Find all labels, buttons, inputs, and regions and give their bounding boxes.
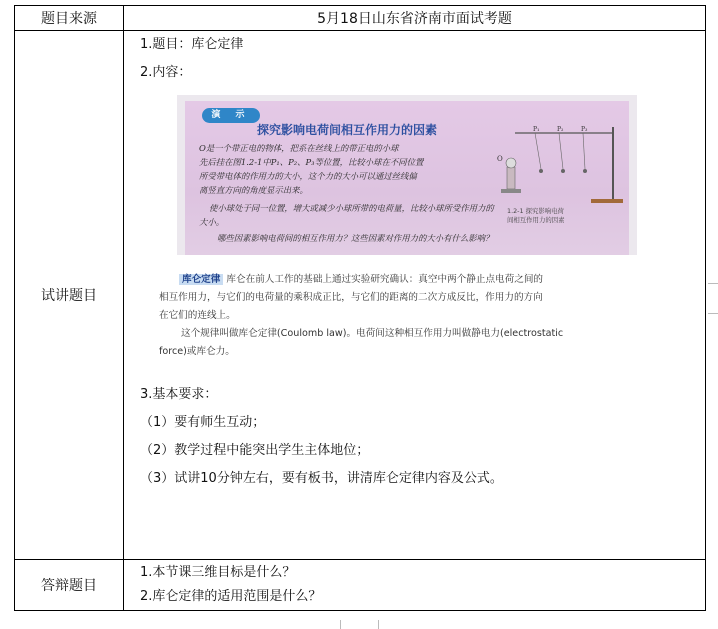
source-value: 5月18日山东省济南市面试考题: [124, 6, 706, 31]
law-line: 在它们的连线上。: [159, 310, 236, 321]
law-term: 库仑定律: [179, 274, 223, 285]
coulomb-law-text: [159, 273, 657, 377]
photo-para-line: 大小。: [199, 217, 225, 227]
requirement-item: （3）试讲10分钟左右，要有板书，讲清库仑定律内容及公式。: [140, 471, 503, 486]
photo-para-line: 先后挂在图1.2-1中P₁、P₂、P₃等位置，比较小球在不同位置: [199, 157, 424, 167]
edge-mark: [340, 620, 341, 629]
topic-row: [15, 31, 706, 560]
textbook-photo: [177, 95, 637, 255]
law-line-rest: 库仑在前人工作的基础上通过实验研究确认：真空中两个静止点电荷之间的: [223, 274, 544, 285]
figure-caption-line: 间相互作用力的因素: [507, 216, 565, 224]
figure-label-p3: P₃: [581, 126, 588, 133]
topic-title-line: 1.题目：库仑定律: [140, 37, 244, 52]
edge-mark: [708, 283, 718, 284]
experiment-figure-icon: [495, 123, 625, 205]
defense-row: [15, 560, 706, 611]
defense-content: [124, 560, 706, 611]
law-line: [159, 273, 543, 287]
defense-label: 答辩题目: [15, 560, 124, 611]
defense-question: 1.本节课三维目标是什么？: [140, 565, 296, 580]
topic-content-line: 2.内容：: [140, 65, 192, 80]
source-row: [15, 6, 706, 31]
figure-label-o: O: [497, 155, 503, 163]
exam-table: [14, 5, 706, 611]
law-line: force)或库仑力。: [159, 346, 235, 357]
figure-label-p1: P₁: [533, 126, 540, 133]
edge-mark: [708, 313, 718, 314]
figure-caption-line: 1.2-1 探究影响电荷: [507, 207, 564, 215]
photo-para-line: O是一个带正电的物体，把系在丝线上的带正电的小球: [199, 143, 399, 153]
photo-title: 探究影响电荷间相互作用力的因素: [257, 123, 438, 137]
edge-mark: [378, 620, 379, 629]
figure-label-p2: P₂: [557, 126, 564, 133]
figure-caption: [507, 207, 565, 225]
law-line: 相互作用力，与它们的电荷量的乘积成正比，与它们的距离的二次方成反比，作用力的方向: [159, 292, 543, 303]
law-line: 这个规律叫做库仑定律(Coulomb law)。电荷间这种相互作用力叫做静电力(electrostatic: [181, 328, 564, 339]
requirement-item: （1）要有师生互动；: [140, 415, 266, 430]
topic-content: [124, 31, 706, 560]
photo-para-line: 所受带电体的作用力的大小，这个力的大小可以通过丝线偏: [199, 171, 417, 181]
photo-para-line: 离竖直方向的角度显示出来。: [199, 185, 308, 195]
photo-para-line: 哪些因素影响电荷间的相互作用力？这些因素对作用力的大小有什么影响？: [217, 233, 494, 243]
source-label: 题目来源: [15, 6, 124, 31]
demo-badge: 演 示: [202, 108, 260, 123]
requirements-heading: 3.基本要求：: [140, 387, 218, 402]
defense-question: 2.库仑定律的适用范围是什么？: [140, 589, 322, 604]
requirement-item: （2）教学过程中能突出学生主体地位；: [140, 443, 370, 458]
topic-label: 试讲题目: [15, 31, 124, 560]
photo-para-line: 使小球处于同一位置，增大或减少小球所带的电荷量，比较小球所受作用力的: [209, 203, 494, 213]
